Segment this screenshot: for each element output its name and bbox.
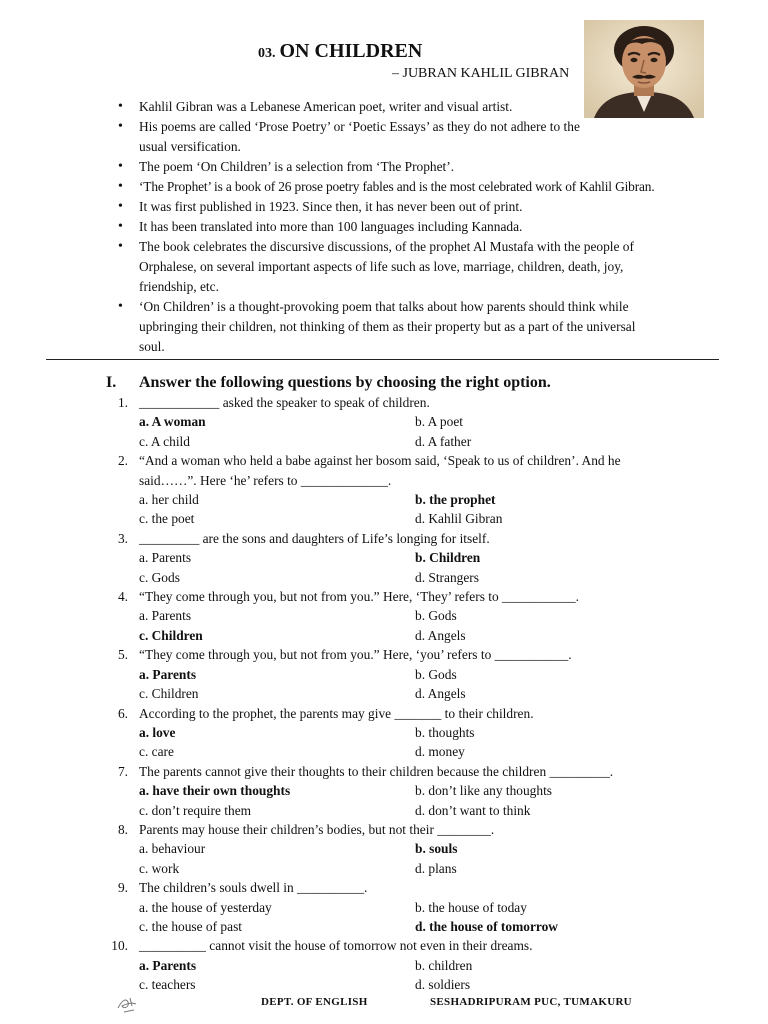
question-text: “They come through you, but not from you.” Here, ‘you’ refers to ___________. [139, 647, 572, 663]
bullet-item: • The poem ‘On Children’ is a selection from ‘The Prophet’. [118, 157, 693, 177]
option-c: c. don’t require them [139, 802, 252, 818]
signature-mark [114, 992, 142, 1016]
section-title: Answer the following questions by choosing the right option. [139, 374, 551, 391]
question-number: 1. [117, 395, 128, 410]
page-footer [0, 996, 768, 1010]
page-title [258, 40, 422, 63]
option-a: a. her child [139, 492, 199, 508]
question-list [104, 393, 664, 995]
option-c: c. work [139, 860, 180, 876]
option-d: d. plans [415, 860, 457, 876]
option-d: d. Strangers [415, 569, 479, 585]
question-text: Parents may house their children’s bodies, but not their ________. [139, 821, 495, 837]
question-item [104, 878, 664, 936]
question-text: _________ are the sons and daughters of Life’s longing for itself. [139, 530, 490, 546]
question-number: 3. [117, 530, 128, 546]
option-a: a. A woman [139, 414, 206, 430]
question-text: The parents cannot give their thoughts to their children because the children _________. [139, 763, 614, 779]
option-b: b. the prophet [415, 492, 496, 508]
bullet-item: • His poems are called ‘Prose Poetry’ or ‘Poetic Essays’ as they do not adhere to the usual versification. [118, 117, 595, 157]
section-number: I. [106, 374, 117, 391]
option-d: d. the house of tomorrow [415, 918, 558, 934]
option-c: c. Children [139, 627, 203, 643]
option-d: d. soldiers [415, 977, 471, 993]
option-a: a. Parents [139, 666, 197, 682]
question-options [139, 490, 664, 529]
question-number: 6. [117, 705, 128, 721]
option-c: c. care [139, 744, 174, 760]
option-b: b. don’t like any thoughts [415, 783, 552, 799]
question-number: 4. [117, 589, 128, 605]
question-text: __________ cannot visit the house of tomorrow not even in their dreams. [139, 938, 533, 954]
question-text: ____________ asked the speaker to speak of children. [139, 395, 430, 410]
question-number: 7. [117, 763, 128, 779]
option-a: a. the house of yesterday [139, 899, 272, 915]
question-item [104, 393, 664, 451]
question-item [104, 820, 664, 878]
intro-bullets [118, 97, 693, 357]
option-d: d. Angels [415, 686, 466, 702]
question-options [139, 839, 664, 878]
option-b: b. Children [415, 550, 481, 566]
question-text: The children’s souls dwell in __________. [139, 880, 368, 896]
question-item [104, 762, 664, 820]
option-a: a. Parents [139, 608, 192, 624]
bullet-item: • ‘On Children’ is a thought-provoking poem that talks about how parents should think while upbringing their children, not thinking of them as their property but as a part of the universal soul. [118, 297, 659, 357]
question-text: “They come through you, but not from you.” Here, ‘They’ refers to ___________. [139, 589, 580, 605]
option-a: a. have their own thoughts [139, 783, 291, 799]
question-options [139, 606, 664, 645]
question-number: 5. [117, 647, 128, 663]
option-d: d. A father [415, 433, 472, 449]
option-c: c. teachers [139, 977, 196, 993]
question-item [104, 645, 664, 703]
question-options [139, 665, 664, 704]
question-item [104, 704, 664, 762]
author-line: – JUBRAN KAHLIL GIBRAN [392, 66, 570, 81]
option-b: b. Gods [415, 608, 457, 624]
option-c: c. Children [139, 686, 199, 702]
option-c: c. Gods [139, 569, 180, 585]
question-item [104, 936, 664, 994]
option-a: a. Parents [139, 550, 192, 566]
question-options [139, 723, 664, 762]
option-b: b. children [415, 957, 473, 973]
question-options [139, 898, 664, 937]
question-item [104, 529, 664, 587]
question-options [139, 548, 664, 587]
option-c: c. A child [139, 433, 190, 449]
question-number: 8. [117, 821, 128, 837]
option-b: b. A poet [415, 414, 463, 430]
bullet-item: • It has been translated into more than 100 languages including Kannada. [118, 217, 693, 237]
option-d: d. Angels [415, 627, 466, 643]
option-a: a. Parents [139, 957, 197, 973]
chapter-title: ON CHILDREN [279, 40, 423, 62]
option-a: a. love [139, 724, 176, 740]
bullet-item: • Kahlil Gibran was a Lebanese American poet, writer and visual artist. [118, 97, 693, 117]
question-options [139, 781, 664, 820]
option-b: b. the house of today [415, 899, 527, 915]
bullet-item: • The book celebrates the discursive discussions, of the prophet Al Mustafa with the people of Orphalese, on several important aspects of life such as love, marriage, children, death, joy, friendship, etc. [118, 237, 655, 297]
question-number: 9. [117, 880, 128, 896]
footer-department: DEPT. OF ENGLISH [261, 996, 368, 1008]
option-c: c. the poet [139, 511, 195, 527]
option-b: b. souls [415, 841, 458, 857]
option-d: d. money [415, 744, 465, 760]
option-a: a. behaviour [139, 841, 206, 857]
option-b: b. thoughts [415, 724, 475, 740]
question-options [139, 412, 664, 451]
section-divider [46, 359, 719, 360]
bullet-item: • ‘The Prophet’ is a book of 26 prose poetry fables and is the most celebrated work of Kahlil Gibran. [118, 177, 729, 197]
question-number: 2. [117, 453, 128, 469]
question-number: 10. [111, 938, 128, 954]
question-item [104, 587, 664, 645]
option-c: c. the house of past [139, 918, 243, 934]
option-d: d. don’t want to think [415, 802, 531, 818]
question-text: “And a woman who held a babe against her bosom said, ‘Speak to us of children’. And he said……”. Here ‘he’ refers to _____________. [139, 453, 621, 488]
bullet-item: • It was first published in 1923. Since then, it has never been out of print. [118, 197, 693, 217]
footer-college: SESHADRIPURAM PUC, TUMAKURU [430, 996, 632, 1008]
option-b: b. Gods [415, 666, 457, 682]
chapter-number: 03. [258, 46, 276, 61]
question-text: According to the prophet, the parents may give _______ to their children. [139, 705, 534, 721]
option-d: d. Kahlil Gibran [415, 511, 503, 527]
question-item [104, 451, 664, 529]
question-options [139, 956, 664, 995]
